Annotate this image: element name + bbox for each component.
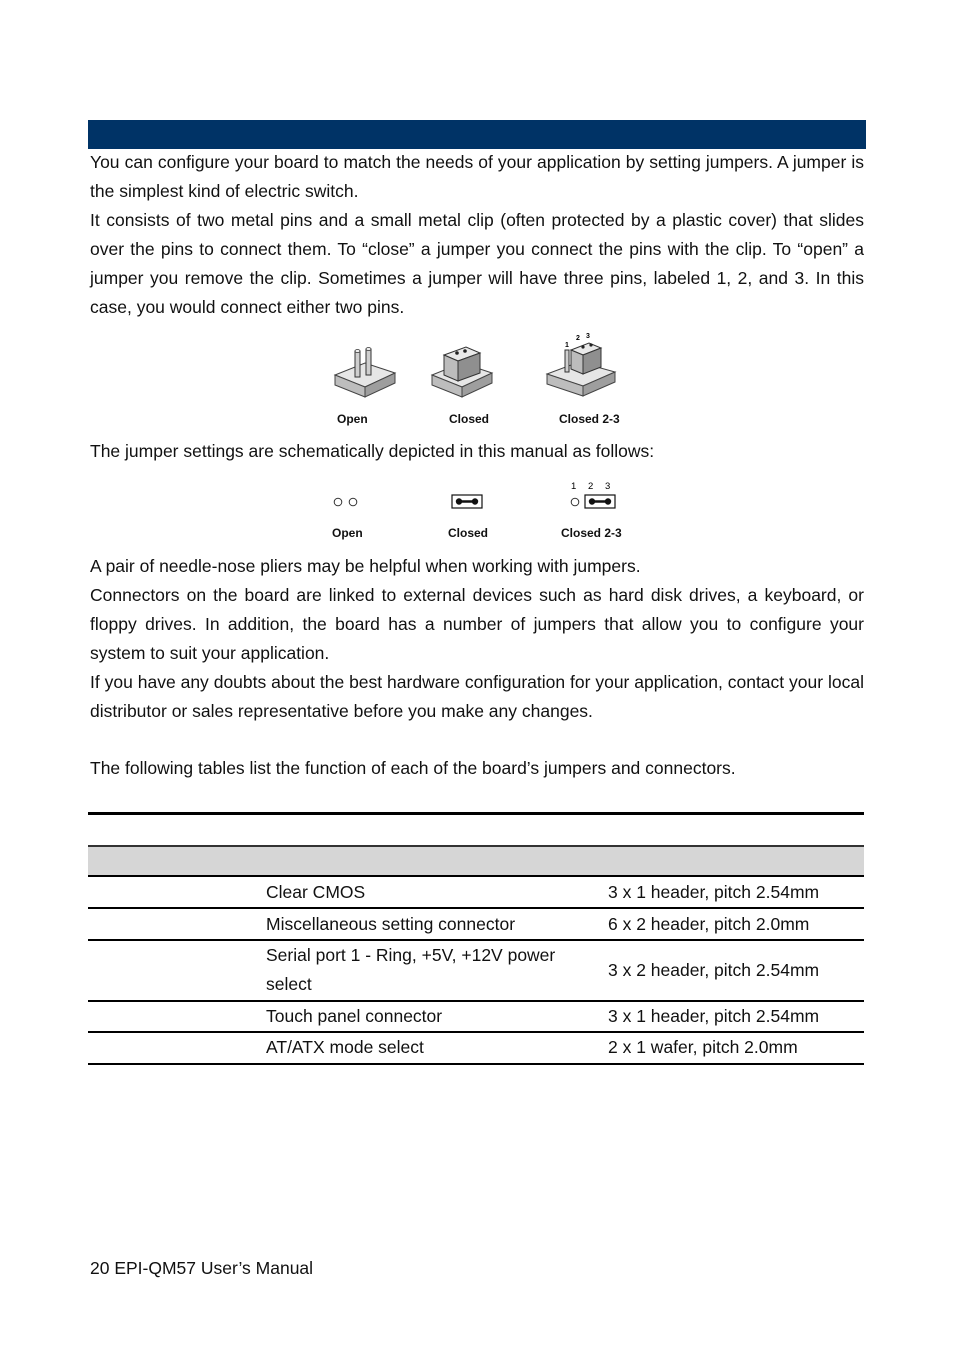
page-footer: 20 EPI-QM57 User’s Manual xyxy=(90,1258,314,1278)
schematic-closed-symbol xyxy=(451,494,483,510)
table-cell-function: Miscellaneous setting connector xyxy=(266,914,516,934)
schematic-pin-3: 3 xyxy=(605,481,611,492)
jumper-closed-illustration xyxy=(430,345,494,400)
jumper-description-paragraph: It consists of two metal pins and a small metal clip (often protected by a plastic cover) that slides over the pins to connect them. To “close” a jumper you connect the pins with the clip. To “open” a jumper you remove the clip. Sometimes a jumper will have three pins, labeled 1, 2, and 3. In this case, you would connect either two pins. xyxy=(90,210,864,317)
table-row xyxy=(88,1002,864,1033)
pin-number-1: 1 xyxy=(565,342,569,349)
table-cell-type: 6 x 2 header, pitch 2.0mm xyxy=(608,914,810,934)
table-cell-type: 3 x 2 header, pitch 2.54mm xyxy=(608,960,820,980)
doubts-paragraph: If you have any doubts about the best hardware configuration for your application, contact your local distributor or sales representative before you make any changes. xyxy=(90,672,864,721)
table-row xyxy=(88,877,864,909)
schematic-open-symbol xyxy=(332,496,360,508)
connectors-paragraph: Connectors on the board are linked to external devices such as hard disk drives, a keyboard, or floppy drives. In addition, the board has a number of jumpers that allow you to configure your system to suit your application. xyxy=(90,585,864,663)
table-row xyxy=(88,941,864,1002)
table-cell-function: Clear CMOS xyxy=(266,882,366,902)
figure1-open-label: Open xyxy=(337,412,368,426)
table-cell-type: 3 x 1 header, pitch 2.54mm xyxy=(608,1006,820,1026)
jumper-open-illustration xyxy=(333,345,397,400)
table-top-rule xyxy=(88,812,864,815)
table-cell-function: Touch panel connector xyxy=(266,1006,443,1026)
jumper-closed-2-3-illustration xyxy=(545,332,619,398)
section-header-bar xyxy=(88,120,866,149)
figure2-open-label: Open xyxy=(332,526,363,540)
figure2-closed-label: Closed xyxy=(448,526,489,540)
figure1-closed-2-3-label: Closed 2-3 xyxy=(559,412,620,426)
schematic-pin-2: 2 xyxy=(588,481,594,492)
pin-number-2: 2 xyxy=(576,335,580,342)
figure2-closed-2-3-label: Closed 2-3 xyxy=(561,526,622,540)
table-cell-type: 2 x 1 wafer, pitch 2.0mm xyxy=(608,1037,798,1057)
pin-number-3: 3 xyxy=(586,333,590,340)
table-cell-type: 3 x 1 header, pitch 2.54mm xyxy=(608,882,820,902)
table-header-row xyxy=(88,845,864,877)
schematic-pin-1: 1 xyxy=(571,481,577,492)
schematic-intro-paragraph: The jumper settings are schematically depicted in this manual as follows: xyxy=(90,441,655,461)
figure1-closed-label: Closed xyxy=(449,412,490,426)
table-cell-function: AT/ATX mode select xyxy=(266,1037,424,1057)
table-row xyxy=(88,909,864,941)
table-cell-function: Serial port 1 - Ring, +5V, +12V power select xyxy=(266,945,556,994)
intro-paragraph: You can configure your board to match the needs of your application by setting jumpers. A jumper is the simplest kind of electric switch. xyxy=(90,152,864,201)
tables-intro-paragraph: The following tables list the function of each of the board’s jumpers and connectors. xyxy=(90,758,736,778)
pliers-paragraph: A pair of needle-nose pliers may be helpful when working with jumpers. xyxy=(90,556,641,576)
table-row xyxy=(88,1033,864,1065)
schematic-closed-2-3-symbol xyxy=(566,479,618,511)
